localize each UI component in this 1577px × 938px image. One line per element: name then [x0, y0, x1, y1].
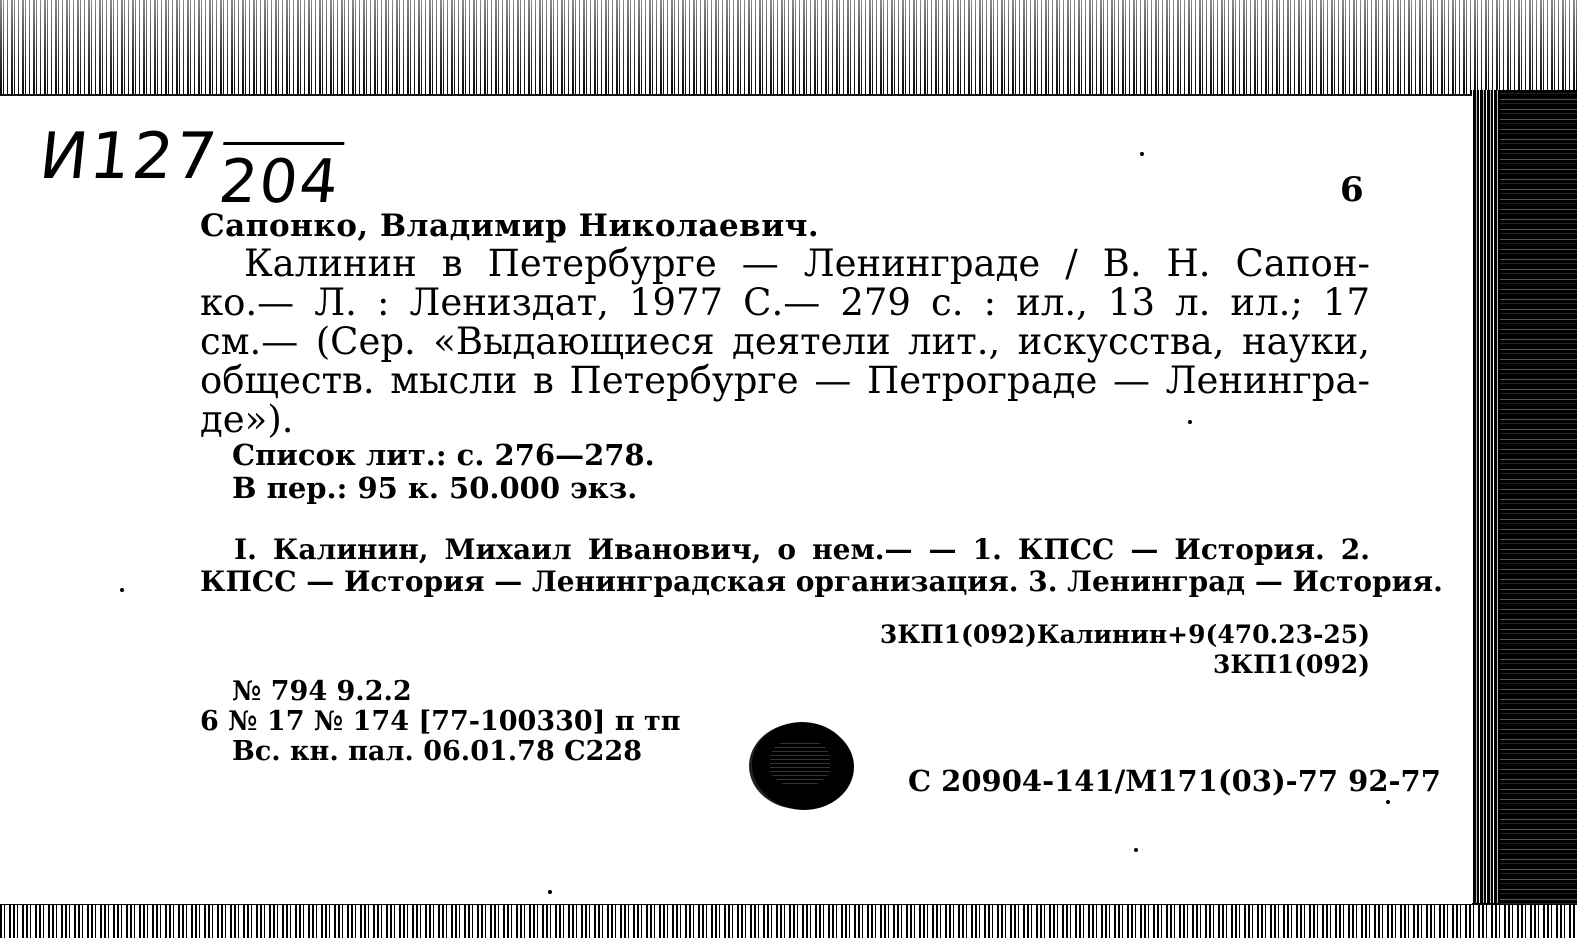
dust-speck [1188, 420, 1192, 424]
classification-index-short: 3КП1(092) [1213, 650, 1370, 679]
description-line: обществ. мысли в Петербурге — Петрограде — Ленингра- [200, 359, 1370, 402]
handwritten-number: И127 [36, 120, 222, 194]
record-line: 6 № 17 № 174 [77-100330] п тп [200, 706, 681, 737]
handwritten-fraction: 204 [216, 142, 344, 217]
scan-noise-bottom [0, 905, 1577, 938]
dust-speck [548, 890, 552, 894]
bibliography-note: Список лит.: с. 276—278. [232, 438, 655, 472]
price-note: В пер.: 95 к. 50.000 экз. [232, 471, 638, 505]
description-line: де»). [200, 398, 294, 441]
scan-noise-right-edge [1470, 90, 1500, 910]
ink-blot-texture [770, 740, 830, 786]
record-line: № 794 9.2.2 [232, 676, 412, 707]
subject-line: I. Калинин, Михаил Иванович, о нем.— — 1. КПСС — История. 2. [234, 533, 1370, 566]
subject-headings [200, 533, 1443, 598]
dust-speck [120, 588, 124, 592]
subject-line: КПСС — История — Ленинградская организация. 3. Ленинград — История. [200, 565, 1443, 598]
description-line: Калинин в Петербурге — Ленинграде / В. Н. Сапон- [244, 242, 1370, 285]
handwritten-call-number [36, 118, 347, 217]
scan-noise-top-fade [0, 0, 1577, 100]
author-heading: Сапонко, Владимир Николаевич. [200, 208, 820, 244]
record-line: Вс. кн. пал. 06.01.78 С228 [232, 736, 642, 767]
dust-speck [1134, 848, 1138, 852]
description-line: см.— (Сер. «Выдающиеся деятели лит., искусства, науки, [200, 320, 1370, 363]
classification-index: 3КП1(092)Калинин+9(470.23-25) [879, 620, 1370, 649]
bibliographic-description [200, 244, 1370, 439]
dust-speck [1140, 152, 1144, 156]
dust-speck [1386, 800, 1390, 804]
description-line: ко.— Л. : Лениздат, 1977 С.— 279 с. : ил., 13 л. ил.; 17 [200, 281, 1370, 324]
publisher-code: С 20904-141/М171(03)-77 92-77 [908, 764, 1441, 798]
card-number: 6 [1340, 170, 1364, 210]
